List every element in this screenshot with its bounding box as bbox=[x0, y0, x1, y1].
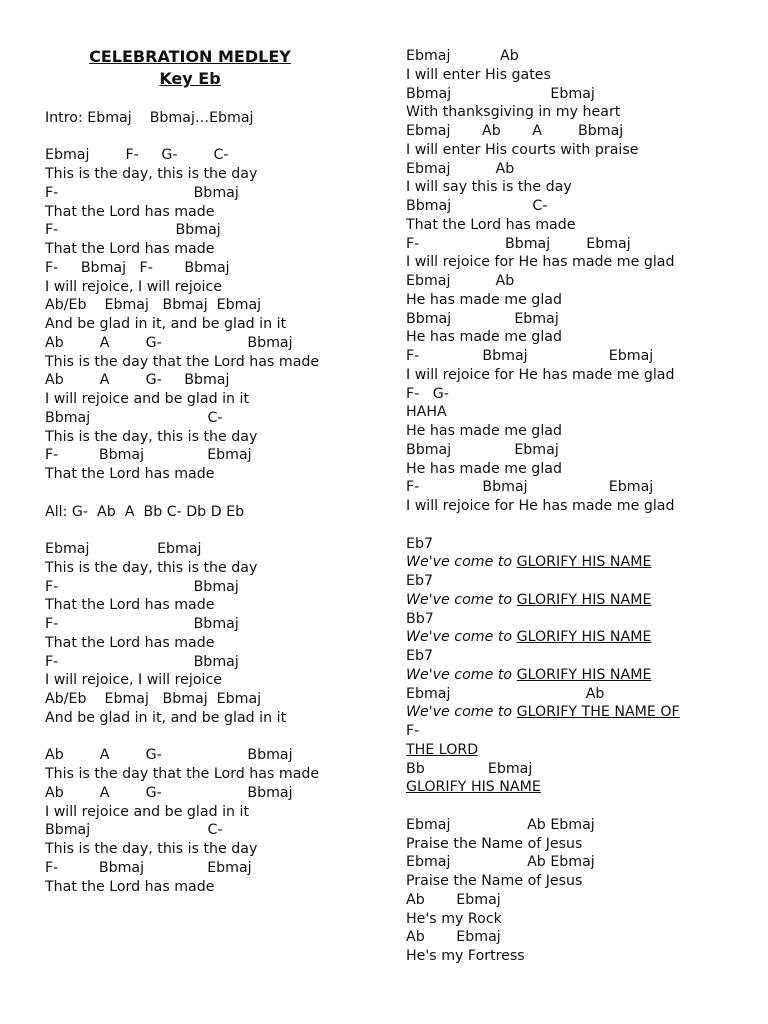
italic-lyric: We've come to bbox=[406, 704, 517, 721]
chord-line: Ebmaj Ab bbox=[406, 685, 605, 702]
chord-line: F- Bbmaj bbox=[45, 222, 221, 239]
blank-line bbox=[406, 516, 756, 535]
right-lines bbox=[406, 47, 756, 966]
lyric-line: I will enter His gates bbox=[406, 66, 551, 83]
lyric-line: I will enter His courts with praise bbox=[406, 141, 639, 158]
blank-line bbox=[45, 521, 375, 540]
chord-line: Bb7 bbox=[406, 610, 434, 627]
chord-line: F- Bbmaj Ebmaj bbox=[45, 859, 252, 876]
chord-line: Ab A G- Bbmaj bbox=[45, 372, 230, 389]
lyric-line: He's my Rock bbox=[406, 910, 502, 927]
blank-line bbox=[45, 728, 375, 747]
chord-line: F- bbox=[406, 723, 420, 739]
lyric-line: That the Lord has made bbox=[45, 597, 215, 614]
chord-line: F- Bbmaj bbox=[45, 653, 239, 670]
chord-line: Ab/Eb Ebmaj Bbmaj Ebmaj bbox=[45, 297, 262, 314]
lyric-line: This is the day that the Lord has made bbox=[45, 353, 320, 370]
lyric-line: And be glad in it, and be glad in it bbox=[45, 709, 287, 726]
chord-line: Ebmaj Ab bbox=[406, 160, 515, 177]
lyric-line: That the Lord has made bbox=[45, 241, 215, 257]
underlined-lyric: GLORIFY HIS NAME bbox=[516, 666, 652, 683]
chord-line: Eb7 bbox=[406, 573, 433, 589]
lyric-line: That the Lord has made bbox=[45, 466, 215, 482]
chord-line: Bbmaj Ebmaj bbox=[406, 310, 559, 327]
blank-line bbox=[406, 797, 756, 816]
chord-line: F- Bbmaj Ebmaj bbox=[45, 447, 252, 464]
blank-line bbox=[45, 484, 375, 503]
chord-line: F- Bbmaj Ebmaj bbox=[406, 479, 654, 496]
lyric-line bbox=[406, 741, 756, 760]
chord-line: Bb Ebmaj bbox=[406, 760, 533, 777]
lyric-line: That the Lord has made bbox=[406, 216, 576, 233]
chord-line: Ebmaj Ab bbox=[406, 273, 515, 289]
chord-line: Ab A G- Bbmaj bbox=[45, 747, 293, 764]
lyric-line: He has made me glad bbox=[406, 460, 562, 477]
lyric-line: That the Lord has made bbox=[45, 203, 215, 220]
chord-line: F- Bbmaj bbox=[45, 578, 239, 595]
italic-lyric: We've come to bbox=[406, 591, 517, 608]
lyric-line: He has made me glad bbox=[406, 291, 562, 308]
chord-line: F- Bbmaj F- Bbmaj bbox=[45, 259, 230, 276]
underlined-lyric: GLORIFY HIS NAME bbox=[516, 591, 652, 608]
lyric-line: HAHA bbox=[406, 404, 447, 421]
chord-line: Ab Ebmaj bbox=[406, 891, 501, 908]
lyric-line bbox=[406, 553, 756, 572]
lyric-line: Praise the Name of Jesus bbox=[406, 873, 583, 889]
lyric-line bbox=[406, 628, 756, 647]
italic-lyric: We've come to bbox=[406, 629, 517, 646]
chord-line: Ebmaj Ab Ebmaj bbox=[406, 816, 595, 833]
underlined-lyric: GLORIFY HIS NAME bbox=[516, 554, 652, 571]
song-key: Key Eb bbox=[159, 69, 221, 88]
lyric-line: This is the day that the Lord has made bbox=[45, 766, 320, 782]
lyric-line: I will rejoice for He has made me glad bbox=[406, 366, 675, 383]
chord-line: Ebmaj Ab A Bbmaj bbox=[406, 123, 624, 139]
lyric-line: I will rejoice for He has made me glad bbox=[406, 498, 675, 514]
left-lines bbox=[45, 90, 375, 896]
chord-line: Eb7 bbox=[406, 648, 433, 664]
underlined-lyric: GLORIFY HIS NAME bbox=[516, 629, 652, 646]
right-column bbox=[406, 47, 756, 966]
underlined-lyric: THE LORD bbox=[406, 741, 479, 758]
underlined-lyric: GLORIFY THE NAME OF bbox=[516, 704, 680, 721]
chord-line: F- G- bbox=[406, 385, 449, 402]
italic-lyric: We've come to bbox=[406, 554, 517, 571]
chord-line: Bbmaj C- bbox=[406, 198, 548, 214]
chord-line: Eb7 bbox=[406, 535, 433, 552]
chord-line: Ab A G- Bbmaj bbox=[45, 784, 293, 801]
lyric-line: This is the day, this is the day bbox=[45, 166, 258, 182]
chord-line: F- Bbmaj Ebmaj bbox=[406, 348, 654, 364]
italic-lyric: We've come to bbox=[406, 666, 517, 683]
lyric-line: I will rejoice for He has made me glad bbox=[406, 254, 675, 271]
underlined-lyric: GLORIFY HIS NAME bbox=[406, 779, 541, 796]
lyric-line: Intro: Ebmaj Bbmaj…Ebmaj bbox=[45, 109, 254, 126]
chord-line: Ab/Eb Ebmaj Bbmaj Ebmaj bbox=[45, 691, 262, 707]
chord-line: F- Bbmaj Ebmaj bbox=[406, 235, 631, 252]
lyric-line: I will rejoice and be glad in it bbox=[45, 391, 250, 407]
lyric-line: Praise the Name of Jesus bbox=[406, 835, 583, 852]
lyric-line: This is the day, this is the day bbox=[45, 428, 258, 445]
chord-line: Ebmaj Ab Ebmaj bbox=[406, 854, 595, 871]
lyric-line: That the Lord has made bbox=[45, 634, 215, 651]
chord-line: Bbmaj Ebmaj bbox=[406, 441, 559, 458]
lyric-line bbox=[406, 591, 756, 610]
lyric-line bbox=[406, 778, 756, 797]
lyric-line: With thanksgiving in my heart bbox=[406, 104, 621, 121]
left-column bbox=[45, 46, 375, 896]
chord-line: Bbmaj Ebmaj bbox=[406, 85, 595, 102]
song-title: CELEBRATION MEDLEY bbox=[89, 47, 291, 66]
lyric-line: I will rejoice, I will rejoice bbox=[45, 672, 222, 689]
lyric-line: All: G- Ab A Bb C- Db D Eb bbox=[45, 503, 245, 520]
lyric-line: That the Lord has made bbox=[45, 878, 215, 895]
chord-line: Bbmaj C- bbox=[45, 409, 223, 426]
blank-line bbox=[45, 90, 375, 109]
chord-line: Ebmaj F- G- C- bbox=[45, 147, 229, 164]
lyric-line: He's my Fortress bbox=[406, 948, 525, 964]
lyric-line: He has made me glad bbox=[406, 423, 562, 439]
chord-line: F- Bbmaj bbox=[45, 616, 239, 632]
lyric-line bbox=[406, 666, 756, 685]
chord-line: Ab Ebmaj bbox=[406, 929, 501, 946]
chord-line: Ebmaj Ebmaj bbox=[45, 541, 202, 557]
lyric-line: He has made me glad bbox=[406, 329, 562, 346]
title-block bbox=[45, 46, 335, 90]
chord-line: Ebmaj Ab bbox=[406, 48, 519, 64]
lyric-line: This is the day, this is the day bbox=[45, 559, 258, 576]
chord-line: Ab A G- Bbmaj bbox=[45, 334, 293, 351]
lyric-line: I will rejoice and be glad in it bbox=[45, 803, 250, 820]
lyric-line: And be glad in it, and be glad in it bbox=[45, 316, 287, 332]
lyric-line bbox=[406, 703, 756, 722]
blank-line bbox=[45, 128, 375, 147]
lyric-line: This is the day, this is the day bbox=[45, 841, 258, 857]
lyric-line: I will say this is the day bbox=[406, 179, 572, 196]
lyric-line: I will rejoice, I will rejoice bbox=[45, 278, 222, 295]
chord-line: F- Bbmaj bbox=[45, 184, 239, 201]
chord-line: Bbmaj C- bbox=[45, 822, 223, 839]
